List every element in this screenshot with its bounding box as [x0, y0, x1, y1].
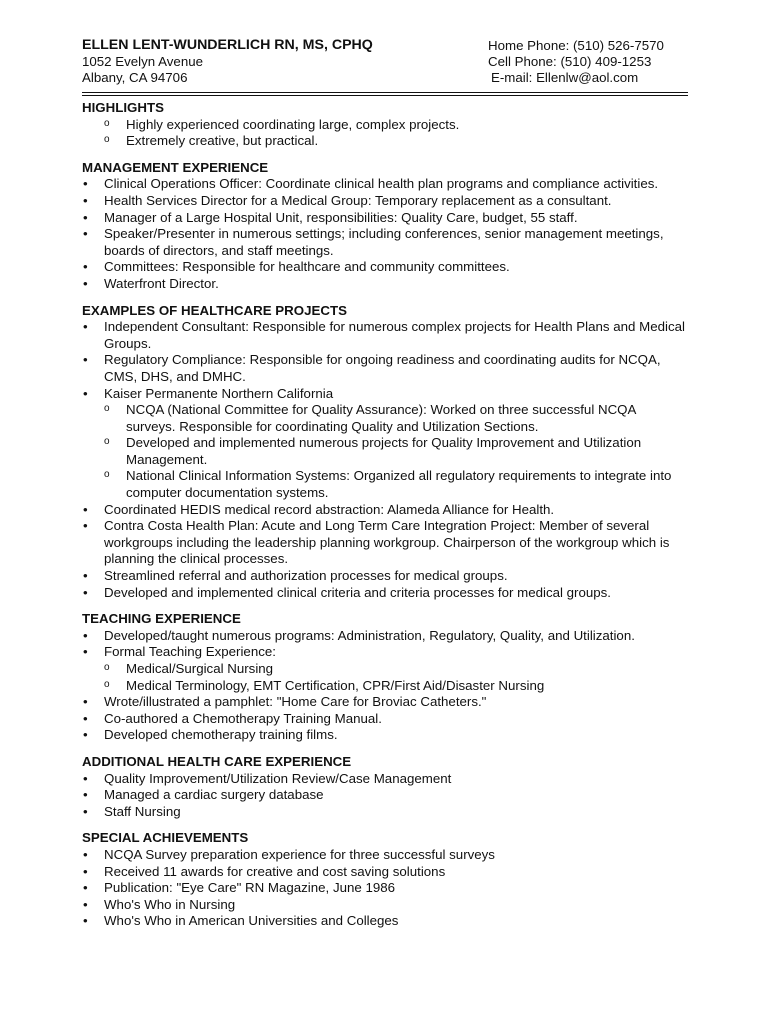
list-item: • Developed and implemented clinical criteria and criteria processes for medical groups.: [82, 585, 688, 602]
list-item: • Waterfront Director.: [82, 276, 688, 293]
list-item: • Publication: "Eye Care" RN Magazine, June 1986: [82, 880, 688, 897]
section-title-projects: EXAMPLES OF HEALTHCARE PROJECTS: [82, 302, 347, 318]
section-title-achievements: SPECIAL ACHIEVEMENTS: [82, 830, 249, 846]
list-item: • NCQA Survey preparation experience for three successful surveys: [82, 847, 688, 864]
header-divider: [82, 92, 688, 96]
list-item: • Who's Who in American Universities and Colleges: [82, 913, 688, 930]
list-item: • Streamlined referral and authorization processes for medical groups.: [82, 568, 688, 585]
list-item: • Committees: Responsible for healthcare and community committees.: [82, 259, 688, 276]
home-phone: Home Phone: (510) 526-7570: [488, 38, 664, 53]
list-item: • Contra Costa Health Plan: Acute and Long Term Care Integration Project: Member of several workgroups including the leadership planning workgroup. Chairperson of the workgroup which is planning the clinical processes.: [82, 518, 688, 568]
section-title-teaching: TEACHING EXPERIENCE: [82, 611, 241, 627]
list-item: • Independent Consultant: Responsible for numerous complex projects for Health Plans and Medical Groups.: [82, 319, 688, 352]
list-item: • Speaker/Presenter in numerous settings; including conferences, senior management meetings, boards of directors, and staff meetings.: [82, 226, 688, 259]
achievements-list: [82, 847, 688, 930]
list-item: o Highly experienced coordinating large, complex projects.: [82, 117, 688, 134]
teaching-list: [82, 628, 688, 744]
list-item: • Clinical Operations Officer: Coordinate clinical health plan programs and compliance activities.: [82, 176, 688, 193]
list-item: • Co-authored a Chemotherapy Training Manual.: [82, 711, 688, 728]
list-item: • Managed a cardiac surgery database: [82, 787, 688, 804]
email: E-mail: Ellenlw@aol.com: [491, 70, 639, 85]
list-item: • Coordinated HEDIS medical record abstraction: Alameda Alliance for Health.: [82, 502, 688, 519]
list-item: • Formal Teaching Experience:: [82, 644, 688, 661]
section-title-management: MANAGEMENT EXPERIENCE: [82, 159, 269, 175]
list-item: • Wrote/illustrated a pamphlet: "Home Care for Broviac Catheters.": [82, 694, 688, 711]
list-item: • Health Services Director for a Medical Group: Temporary replacement as a consultant.: [82, 193, 688, 210]
resume-page: [82, 37, 688, 930]
cell-phone: Cell Phone: (510) 409-1253: [488, 54, 652, 69]
highlights-list: [82, 117, 688, 150]
sub-list-item: o Medical Terminology, EMT Certification, CPR/First Aid/Disaster Nursing: [82, 678, 688, 695]
list-item: • Kaiser Permanente Northern California: [82, 386, 688, 403]
list-item: • Received 11 awards for creative and cost saving solutions: [82, 864, 688, 881]
sub-list-item: o NCQA (National Committee for Quality Assurance): Worked on three successful NCQA surveys. Responsible for coordinating Quality and Utilization Sections.: [82, 402, 688, 435]
sub-list-item: o National Clinical Information Systems: Organized all regulatory requirements to integrate into computer documentation systems.: [82, 468, 688, 501]
list-item: o Extremely creative, but practical.: [82, 133, 688, 150]
section-title-highlights: HIGHLIGHTS: [82, 100, 164, 115]
sub-list-item: o Medical/Surgical Nursing: [82, 661, 688, 678]
list-item: • Quality Improvement/Utilization Review/Case Management: [82, 771, 688, 788]
list-item: • Developed chemotherapy training films.: [82, 727, 688, 744]
sub-list-item: o Developed and implemented numerous projects for Quality Improvement and Utilization Management.: [82, 435, 688, 468]
list-item: • Developed/taught numerous programs: Administration, Regulatory, Quality, and Utilization.: [82, 628, 688, 645]
resume-header: [82, 37, 688, 89]
address-line-2: Albany, CA 94706: [82, 70, 188, 85]
list-item: • Staff Nursing: [82, 804, 688, 821]
management-list: [82, 176, 688, 292]
address-line-1: 1052 Evelyn Avenue: [82, 54, 204, 69]
section-title-additional: ADDITIONAL HEALTH CARE EXPERIENCE: [82, 753, 352, 769]
list-item: • Regulatory Compliance: Responsible for ongoing readiness and coordinating audits for NCQA, CMS, DHS, and DMHC.: [82, 352, 688, 385]
projects-list: [82, 319, 688, 601]
candidate-name: ELLEN LENT-WUNDERLICH RN, MS, CPHQ: [82, 37, 373, 53]
list-item: • Manager of a Large Hospital Unit, responsibilities: Quality Care, budget, 55 staff.: [82, 210, 688, 227]
additional-list: [82, 771, 688, 821]
list-item: • Who's Who in Nursing: [82, 897, 688, 914]
